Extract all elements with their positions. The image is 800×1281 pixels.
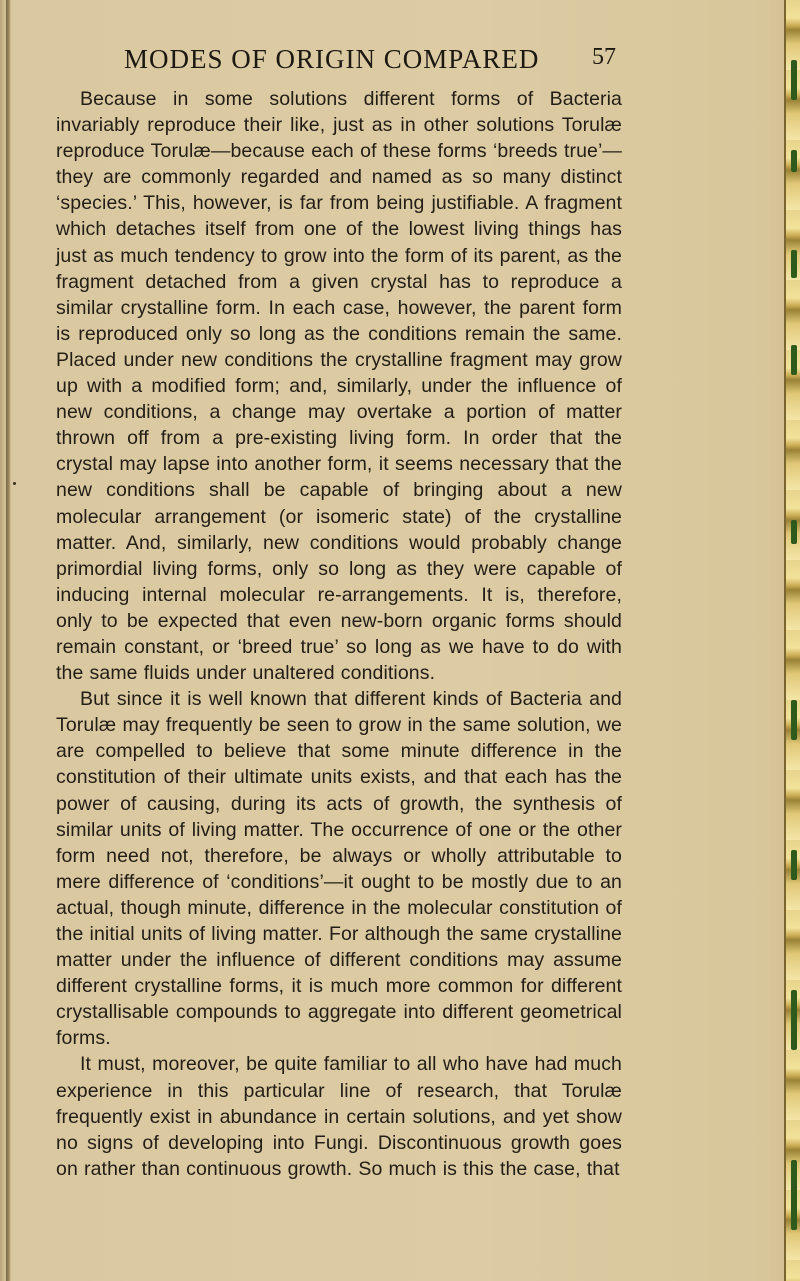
page-number: 57: [592, 44, 616, 70]
edge-stain: [791, 1160, 797, 1230]
book-edge: [784, 0, 800, 1281]
running-head: MODES OF ORIGIN COMPARED: [124, 44, 540, 74]
edge-stain: [791, 345, 797, 375]
body-text: [56, 86, 622, 1182]
page-header: [0, 44, 786, 84]
edge-stain: [791, 990, 797, 1050]
page-gutter-shadow: [6, 0, 11, 1281]
edge-stain: [791, 850, 797, 880]
edge-stain: [791, 150, 797, 172]
edge-stain: [791, 250, 797, 278]
paragraph-2: But since it is well known that different kinds of Bacteria and Torulæ may frequently be seen to grow in the same solution, we are compelled to believe that some minute difference in the constitution of their ultimate units exists, and that each has the power of causing, during its acts of growth, the synthesis of similar units of living matter. The occurrence of one or the other form need not, therefore, be always or wholly attributable to mere difference of ‘conditions’—it ought to be mostly due to an actual, though minute, difference in the molecular constitution of the initial units of living matter. For although the same crystalline matter under the influence of different conditions may assume different crystalline forms, it is much more common for different crystallisable compounds to aggregate into different geometrical forms.: [56, 688, 622, 1050]
edge-stain: [791, 520, 797, 544]
margin-dot: [13, 482, 16, 485]
edge-stain: [791, 60, 797, 100]
paragraph-1: Because in some solutions different forms of Bacteria invariably reproduce their like, just as in other solutions Torulæ reproduce Torulæ—because each of these forms ‘breeds true’—they are commonly regarded and named as so many distinct ‘species.’ This, however, is far from being justifiable. A fragment which detaches itself from one of the lowest living things has just as much tendency to grow into the form of its parent, as the fragment detached from a given crystal has to reproduce a similar crystalline form. In each case, however, the parent form is reproduced only so long as the conditions remain the same. Placed under new conditions the crystalline fragment may grow up with a modified form; and, similarly, under the influence of new conditions, a change may overtake a portion of matter thrown off from a pre-existing living form. In order that the crystal may lapse into another form, it seems necessary that the new conditions shall be capable of bringing about a new molecular arrangement (or isomeric state) of the crystalline matter. And, similarly, new conditions would probably change primordial living forms, only so long as they were capable of inducing internal molecular re-arrangements. It is, therefore, only to be expected that even new-born organic forms should remain constant, or ‘breed true’ so long as we have to do with the same fluids under unaltered conditions.: [56, 88, 622, 685]
edge-stain: [791, 700, 797, 740]
paragraph-3: It must, moreover, be quite familiar to all who have had much experience in this particular line of research, that Torulæ frequently exist in abundance in certain solutions, and yet show no signs of developing into Fungi. Discontinuous growth goes on rather than continuous growth. So much is this the case, that: [56, 1053, 622, 1180]
